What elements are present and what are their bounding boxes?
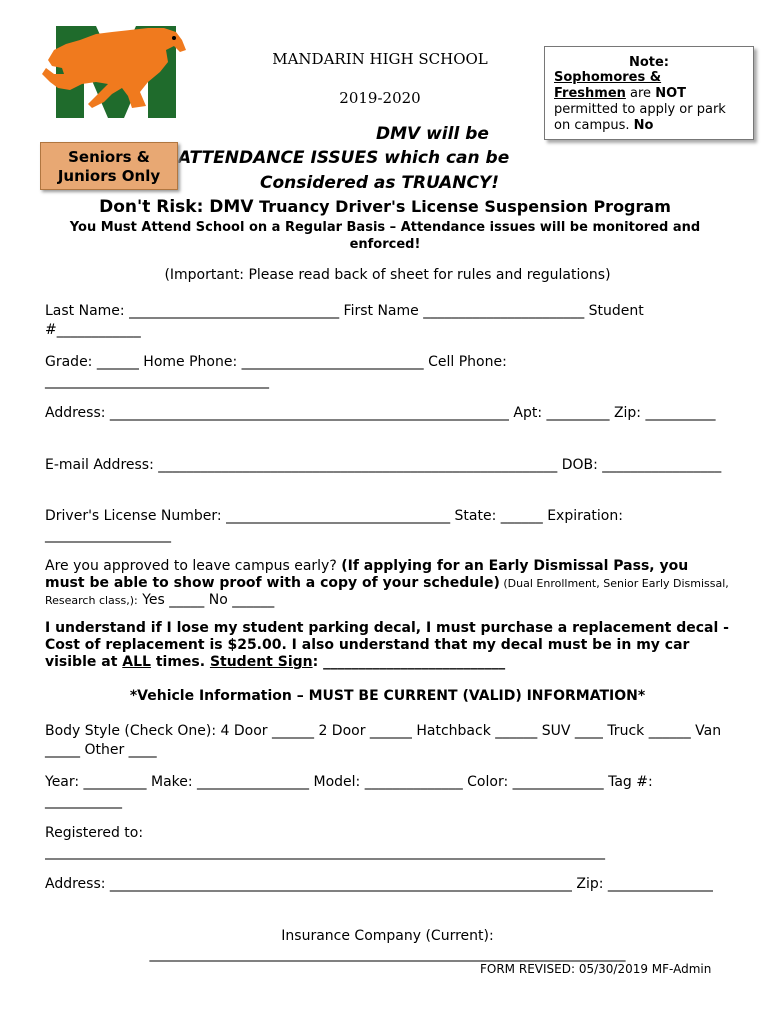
decal-student-sign: Student Sign <box>209 654 313 670</box>
note-line1: Sophomores & <box>554 70 662 85</box>
note-line2-rest: are <box>625 86 656 101</box>
warning-line1: DMV will be <box>376 124 489 144</box>
attendance-subheading: You Must Attend School on a Regular Basis – Attendance issues will be monitored and enforced! <box>69 220 701 252</box>
email-dob-field-line[interactable]: E-mail Address: _________________________________________________________ DOB: _________________ <box>45 457 722 473</box>
decal-text1: I understand if I lose my student parking decal, I must purchase a replacement decal - Cost of replacement is $25.00. I also understand that my decal must be in my car visible at <box>45 620 729 670</box>
decal-text2: times. <box>150 654 210 670</box>
address-field-line[interactable]: Address: _________________________________________________________ Apt: _________ Zip: __________ <box>45 405 716 421</box>
decal-statement <box>45 620 730 671</box>
important-note: (Important: Please read back of sheet for rules and regulations) <box>164 267 611 283</box>
note-line3: permitted to apply or park <box>554 102 726 117</box>
program-heading <box>30 197 740 217</box>
license-field-line[interactable]: Driver's License Number: ________________________________ State: ______ Expiration: __________________ <box>45 508 623 543</box>
badge-line1: Seniors & <box>68 148 150 166</box>
note-body <box>545 70 753 134</box>
vehicle-heading: *Vehicle Information – MUST BE CURRENT (VALID) INFORMATION* <box>129 688 646 704</box>
school-name: MANDARIN HIGH SCHOOL <box>272 50 488 68</box>
form-revised-footer: FORM REVISED: 05/30/2019 MF-Admin <box>480 962 712 976</box>
registered-field[interactable]: ________________________________________________________________________________ <box>45 844 605 860</box>
early-q: Are you approved to leave campus early? <box>45 558 342 574</box>
warning-line3: Considered as TRUANCY! <box>260 173 500 193</box>
note-line4-bold: No <box>633 118 654 133</box>
note-title: Note: <box>628 55 670 70</box>
early-bold: (If applying for an Early Dismissal Pass, you must be able to show proof with a copy of your schedule) <box>45 558 689 591</box>
school-year: 2019-2020 <box>339 89 421 107</box>
early-dismissal-question[interactable] <box>45 558 730 609</box>
insurance-label: Insurance Company (Current): <box>281 928 494 944</box>
heading-dont-risk: Don't Risk: DMV <box>99 197 254 217</box>
body-style-line[interactable]: Body Style (Check One): 4 Door ______ 2 Door ______ Hatchback ______ SUV ____ Truck ______ Van _____ Other ____ <box>45 723 722 758</box>
decal-sign-line[interactable]: : __________________________ <box>312 654 506 670</box>
early-yes-no[interactable]: Yes _____ No ______ <box>137 592 275 608</box>
name-field-line[interactable]: Last Name: ______________________________ First Name _______________________ Student #____________ <box>45 303 644 338</box>
warning-line2: ATTENDANCE ISSUES which can be <box>178 148 510 168</box>
early-small: (Dual Enrollment, Senior Early Dismissal, Research class,): <box>45 577 729 607</box>
note-line2-bold: NOT <box>655 86 686 101</box>
badge-line2: Juniors Only <box>57 167 161 185</box>
decal-all: ALL <box>122 654 151 670</box>
registered-label: Registered to: <box>45 825 144 841</box>
heading-rest: Truancy Driver's License Suspension Program <box>253 197 671 216</box>
school-logo <box>36 22 196 122</box>
seniors-juniors-badge <box>40 142 178 190</box>
note-line2-underlined: Freshmen <box>554 86 626 101</box>
note-line4: on campus. <box>554 118 634 133</box>
insurance-field[interactable]: ____________________________________________________________________ <box>149 946 626 962</box>
year-make-model-line[interactable]: Year: _________ Make: ________________ Model: ______________ Color: _____________ Tag #: ___________ <box>45 774 653 809</box>
grade-phone-field-line[interactable]: Grade: ______ Home Phone: __________________________ Cell Phone: ________________________________ <box>45 354 507 389</box>
vehicle-address-line[interactable]: Address: __________________________________________________________________ Zip: _______________ <box>45 876 713 892</box>
note-box <box>544 46 754 140</box>
